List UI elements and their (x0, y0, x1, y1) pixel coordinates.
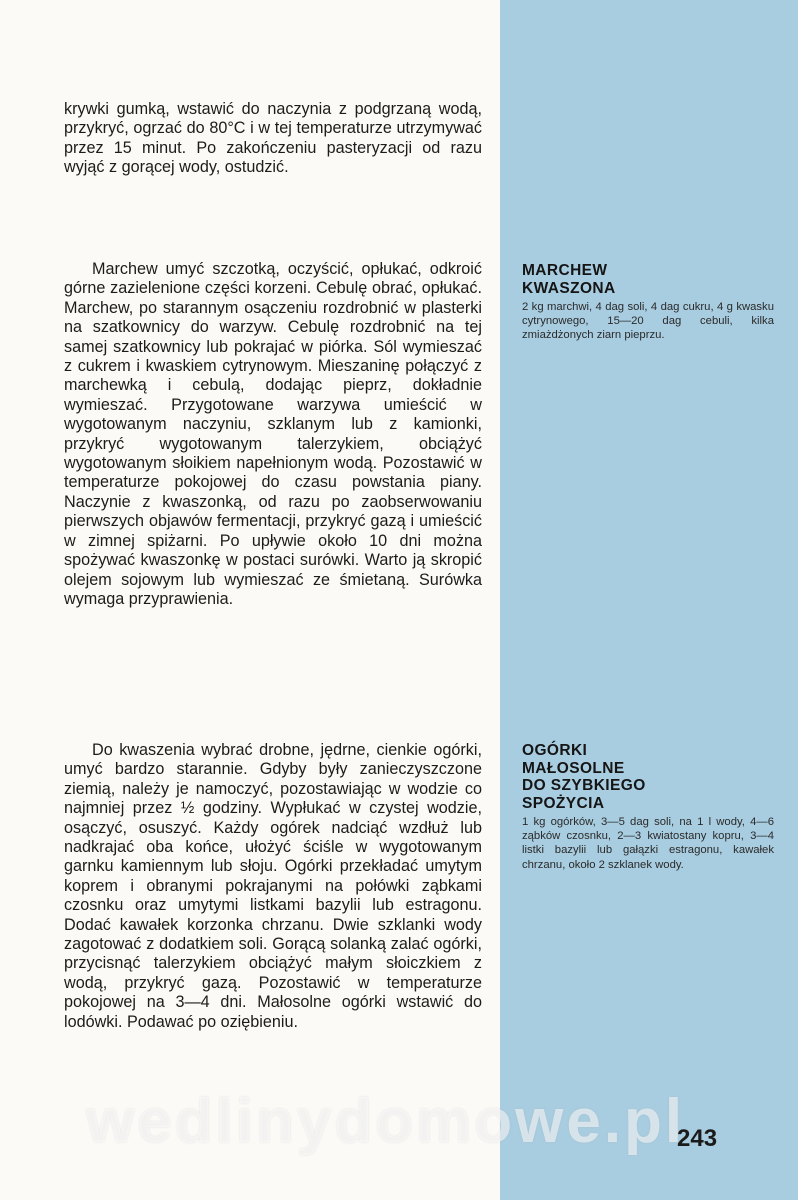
recipe-box-cucumber (522, 742, 774, 872)
paragraph-text: krywki gumką, wstawić do naczynia z podgrzaną wodą, przykryć, ogrzać do 80°C i w tej temperaturze utrzymywać przez 15 minut. Po zakończeniu pasteryzacji od razu wyjąć z gorącej wody, ostudzić. (64, 100, 482, 177)
paragraph-text: Marchew umyć szczotką, oczyścić, opłukać, odkroić górne zazielenione części korzeni. Cebulę obrać, opłukać. Marchew, po starannym osączeniu rozdrobnić w plasterki na szatkownicy do warzyw. Cebulę rozdrobnić na tej samej szatkownicy lub pokrajać w piórka. Sól wymieszać z cukrem i kwaskiem cytrynowym. Mieszaninę połączyć z marchewką i cebulą, dodając pieprz, dokładnie wymieszać. Przygotowane warzywa umieścić w wygotowanym naczyniu, szklanym lub z kamionki, przykryć wygotowanym talerzykiem, obciążyć wygotowanym słoikiem napełnionym wodą. Pozostawić w temperaturze pokojowej do czasu powstania piany. Naczynie z kwaszonką, od razu po zaobserwowaniu pierwszych objawów fermentacji, przykryć gazą i umieścić w zimnej spiżarni. Po upływie około 10 dni można spożywać kwaszonkę w postaci surówki. Warto ją skropić olejem sojowym lub wymieszać ze śmietaną. Surówka wymaga przyprawienia. (64, 260, 482, 608)
paragraph-cucumber-method (64, 741, 482, 1032)
recipe-title (522, 262, 774, 297)
paragraph-carrot-method (64, 260, 482, 609)
page-number: 243 (677, 1125, 718, 1152)
recipe-title-line: MARCHEW (522, 262, 608, 279)
recipe-title-line: OGÓRKI (522, 742, 588, 759)
recipe-box-carrot (522, 262, 774, 343)
recipe-title-line: MAŁOSOLNE (522, 759, 625, 777)
recipe-ingredients: 2 kg marchwi, 4 dag soli, 4 dag cukru, 4 g kwasku cytrynowego, 15—20 dag cebuli, kilka zmiażdżonych ziarn pieprzu. (522, 301, 774, 342)
watermark-text: wedlinydomowe.pl (86, 1087, 686, 1156)
recipe-title-line: KWASZONA (522, 279, 616, 297)
recipe-ingredients: 1 kg ogórków, 3—5 dag soli, na 1 l wody, 4—6 ząbków czosnku, 2—3 kwiatostany kopru, 3—4 listki bazylii lub gałązki estragonu, kawałek chrzanu, około 2 szklanek wody. (522, 816, 774, 871)
paragraph-pasteurization (64, 100, 482, 178)
recipe-title-line: DO SZYBKIEGO (522, 777, 646, 794)
sidebar-panel (500, 0, 798, 1200)
recipe-title-line: SPOŻYCIA (522, 794, 605, 812)
recipe-title (522, 742, 774, 812)
paragraph-text: Do kwaszenia wybrać drobne, jędrne, cienkie ogórki, umyć bardzo starannie. Gdyby były zanieczyszczone ziemią, należy je namoczyć, pozostawiając w wodzie co najmniej przez ½ godziny. Wypłukać w czystej wodzie, osączyć, osuszyć. Każdy ogórek nadciąć wzdłuż lub nadkrajać oba końce, ułożyć ściśle w wygotowanym garnku kamiennym lub słoju. Ogórki przekładać umytym koprem i obranymi pokrajanymi na połówki ząbkami czosnku oraz umytymi listkami bazylii lub estragonu. Dodać kawałek korzonka chrzanu. Dwie szklanki wody zagotować z dodatkiem soli. Gorącą solanką zalać ogórki, przycisnąć talerzykiem obciążyć małym słoiczkiem z wodą, przykryć gazą. Pozostawić w temperaturze pokojowej na 3—4 dni. Małosolne ogórki wstawić do lodówki. Podawać po oziębieniu. (64, 741, 482, 1031)
